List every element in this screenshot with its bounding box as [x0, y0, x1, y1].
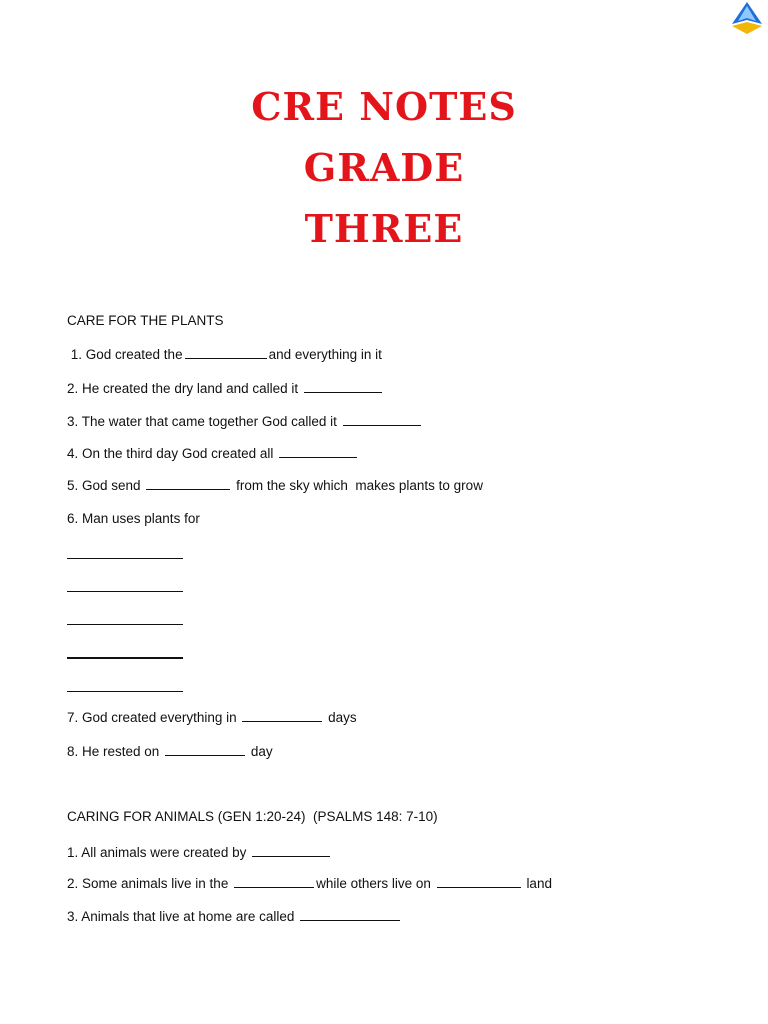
title-line-2: GRADE: [303, 145, 465, 190]
answer-blank[interactable]: [146, 477, 230, 490]
answer-blank[interactable]: [279, 445, 357, 458]
answer-line[interactable]: [67, 558, 183, 559]
answer-line[interactable]: [67, 591, 183, 592]
answer-blank[interactable]: [437, 875, 521, 888]
answer-blank[interactable]: [165, 743, 245, 756]
animals-question-3: 3. Animals that live at home are called: [67, 908, 402, 925]
section-heading-plants: CARE FOR THE PLANTS: [67, 313, 224, 328]
answer-blank[interactable]: [343, 413, 421, 426]
answer-blank[interactable]: [185, 346, 267, 359]
question-6: 6. Man uses plants for: [67, 511, 200, 526]
section-heading-animals: CARING FOR ANIMALS (GEN 1:20-24) (PSALMS 148: 7-10): [67, 809, 438, 824]
answer-blank[interactable]: [252, 844, 330, 857]
animals-question-1: 1. All animals were created by: [67, 844, 332, 861]
answer-line[interactable]: [67, 691, 183, 692]
question-2: 2. He created the dry land and called it: [67, 380, 384, 397]
question-1: 1. God created the and everything in it: [67, 347, 382, 362]
title-line-1: CRE NOTES: [251, 84, 517, 129]
answer-blank[interactable]: [304, 380, 382, 393]
answer-line[interactable]: [67, 624, 183, 625]
question-5: 5. God send from the sky which makes plants to grow: [67, 478, 483, 493]
answer-blank[interactable]: [242, 709, 322, 722]
answer-line[interactable]: [67, 657, 183, 659]
question-8: 8. He rested on day: [67, 744, 273, 759]
animals-question-2: 2. Some animals live in the while others live on land: [67, 876, 552, 891]
question-3: 3. The water that came together God called it: [67, 413, 423, 430]
question-7: 7. God created everything in days: [67, 710, 357, 725]
answer-blank[interactable]: [300, 908, 400, 921]
title-line-3: THREE: [304, 206, 464, 251]
answer-blank[interactable]: [234, 875, 314, 888]
question-4: 4. On the third day God created all: [67, 445, 359, 462]
publisher-logo-icon: [726, 0, 768, 38]
